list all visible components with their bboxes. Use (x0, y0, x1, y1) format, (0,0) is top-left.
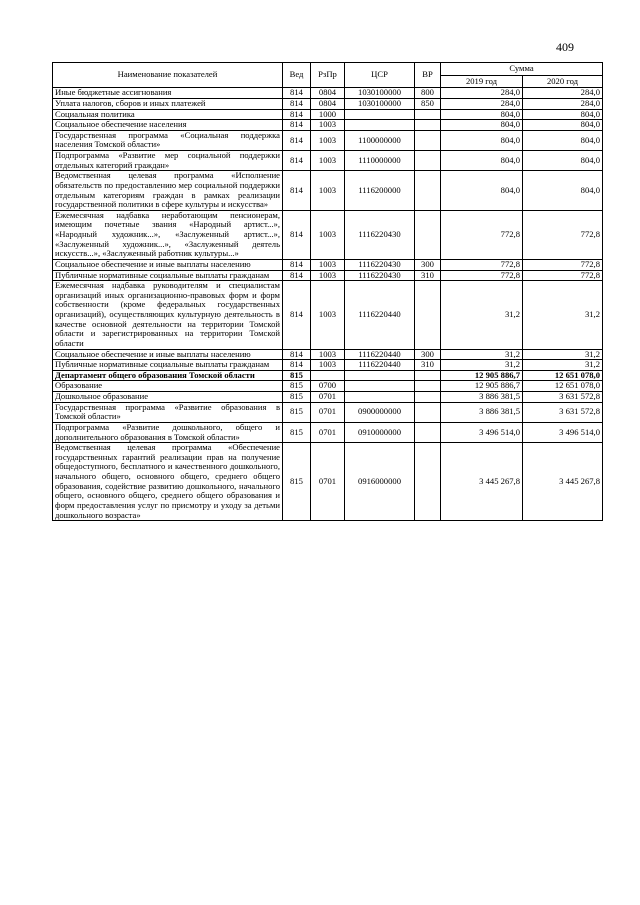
row-csr: 0900000000 (345, 402, 415, 422)
row-rzpr (311, 370, 345, 381)
row-csr (345, 370, 415, 381)
row-sum-2019: 3 445 267,8 (441, 443, 523, 521)
row-name: Департамент общего образования Томской области (53, 370, 283, 381)
row-name: Публичные нормативные социальные выплаты гражданам (53, 360, 283, 371)
row-sum-2020: 3 445 267,8 (523, 443, 603, 521)
row-rzpr: 1003 (311, 130, 345, 150)
row-vr (415, 381, 441, 392)
row-ved: 814 (283, 130, 311, 150)
row-csr: 1116220430 (345, 259, 415, 270)
row-vr: 310 (415, 360, 441, 371)
row-rzpr: 0804 (311, 88, 345, 99)
table-row (53, 402, 603, 422)
row-csr: 1110000000 (345, 151, 415, 171)
row-name: Социальное обеспечение населения (53, 120, 283, 131)
row-name: Иные бюджетные ассигнования (53, 88, 283, 99)
row-sum-2019: 12 905 886,7 (441, 381, 523, 392)
row-vr: 300 (415, 259, 441, 270)
row-sum-2019: 3 886 381,5 (441, 392, 523, 403)
row-sum-2020: 3 631 572,8 (523, 392, 603, 403)
row-sum-2019: 804,0 (441, 171, 523, 211)
row-sum-2019: 804,0 (441, 120, 523, 131)
table-row (53, 210, 603, 259)
row-vr: 850 (415, 98, 441, 109)
row-csr (345, 381, 415, 392)
row-rzpr: 1003 (311, 349, 345, 360)
header-sum: Сумма (441, 63, 603, 76)
row-rzpr: 1003 (311, 270, 345, 281)
table-row (53, 88, 603, 99)
row-name: Государственная программа «Социальная поддержка населения Томской области» (53, 130, 283, 150)
row-ved: 815 (283, 370, 311, 381)
row-csr: 1116220430 (345, 210, 415, 259)
row-sum-2020: 772,8 (523, 270, 603, 281)
row-csr: 1116220440 (345, 349, 415, 360)
row-vr (415, 151, 441, 171)
table-row (53, 120, 603, 131)
row-sum-2020: 31,2 (523, 360, 603, 371)
row-rzpr: 0701 (311, 402, 345, 422)
row-rzpr: 0701 (311, 422, 345, 442)
header-year-2019: 2019 год (441, 75, 523, 88)
row-vr (415, 281, 441, 349)
row-csr: 0910000000 (345, 422, 415, 442)
row-name: Образование (53, 381, 283, 392)
row-name: Социальное обеспечение и иные выплаты населению (53, 259, 283, 270)
row-sum-2020: 804,0 (523, 109, 603, 120)
budget-table (52, 62, 603, 521)
row-sum-2019: 31,2 (441, 281, 523, 349)
row-csr: 1030100000 (345, 98, 415, 109)
row-sum-2019: 31,2 (441, 360, 523, 371)
row-name: Дошкольное образование (53, 392, 283, 403)
row-name: Государственная программа «Развитие образования в Томской области» (53, 402, 283, 422)
row-ved: 814 (283, 270, 311, 281)
row-ved: 814 (283, 210, 311, 259)
row-csr (345, 109, 415, 120)
row-sum-2020: 804,0 (523, 120, 603, 131)
row-csr (345, 120, 415, 131)
row-sum-2019: 804,0 (441, 151, 523, 171)
row-csr (345, 392, 415, 403)
row-vr (415, 422, 441, 442)
row-csr: 1116220440 (345, 360, 415, 371)
table-row (53, 259, 603, 270)
row-ved: 814 (283, 259, 311, 270)
row-ved: 814 (283, 120, 311, 131)
table-row (53, 443, 603, 521)
row-sum-2020: 31,2 (523, 281, 603, 349)
row-rzpr: 1003 (311, 360, 345, 371)
row-csr: 1116220440 (345, 281, 415, 349)
row-sum-2020: 804,0 (523, 171, 603, 211)
row-sum-2019: 3 886 381,5 (441, 402, 523, 422)
header-row-top (53, 63, 603, 76)
row-name: Ведомственная целевая программа «Обеспечение государственных гарантий реализации прав на получение общедоступного, бесплатного и качественного дошкольного, начального общего, основного общего, среднего общего образования, содействие развитию дошкольного, начального общего, основного общего, среднего общего образования и форм предоставления услуг по присмотру и уходу за детьми дошкольного возраста» (53, 443, 283, 521)
row-sum-2019: 31,2 (441, 349, 523, 360)
row-csr: 1100000000 (345, 130, 415, 150)
table-row (53, 281, 603, 349)
row-sum-2020: 12 651 078,0 (523, 381, 603, 392)
table-row (53, 360, 603, 371)
row-sum-2019: 772,8 (441, 270, 523, 281)
row-ved: 815 (283, 443, 311, 521)
row-vr (415, 392, 441, 403)
row-name: Ежемесячная надбавка руководителям и специалистам организаций иных организационно-правовых форм и форм собственности (кроме федеральных государственных организаций), осуществляющих культурную деятельность в качестве основной деятельности на территории Томской области и зарегистрированных на территории Томской области (53, 281, 283, 349)
row-vr: 310 (415, 270, 441, 281)
row-csr: 0916000000 (345, 443, 415, 521)
row-rzpr: 0804 (311, 98, 345, 109)
row-csr: 1116200000 (345, 171, 415, 211)
row-name: Социальное обеспечение и иные выплаты населению (53, 349, 283, 360)
row-rzpr: 0701 (311, 443, 345, 521)
row-ved: 814 (283, 281, 311, 349)
row-sum-2020: 3 496 514,0 (523, 422, 603, 442)
row-name: Уплата налогов, сборов и иных платежей (53, 98, 283, 109)
row-vr (415, 370, 441, 381)
table-row (53, 392, 603, 403)
row-vr: 800 (415, 88, 441, 99)
row-vr (415, 443, 441, 521)
row-sum-2019: 284,0 (441, 88, 523, 99)
header-csr: ЦСР (345, 63, 415, 88)
row-rzpr: 1003 (311, 120, 345, 131)
row-rzpr: 0701 (311, 392, 345, 403)
header-vr: ВР (415, 63, 441, 88)
row-sum-2020: 3 631 572,8 (523, 402, 603, 422)
row-sum-2019: 3 496 514,0 (441, 422, 523, 442)
row-ved: 815 (283, 402, 311, 422)
row-csr: 1116220430 (345, 270, 415, 281)
table-row (53, 109, 603, 120)
row-sum-2019: 284,0 (441, 98, 523, 109)
row-ved: 814 (283, 98, 311, 109)
row-sum-2020: 804,0 (523, 151, 603, 171)
header-ved: Вед (283, 63, 311, 88)
row-ved: 814 (283, 360, 311, 371)
page-number: 409 (556, 40, 574, 54)
row-sum-2019: 772,8 (441, 210, 523, 259)
row-vr (415, 120, 441, 131)
row-sum-2020: 804,0 (523, 130, 603, 150)
row-vr (415, 210, 441, 259)
row-ved: 814 (283, 88, 311, 99)
table-row (53, 381, 603, 392)
row-ved: 815 (283, 392, 311, 403)
header-name: Наименование показателей (53, 63, 283, 88)
row-name: Подпрограмма «Развитие дошкольного, общего и дополнительного образования в Томской области» (53, 422, 283, 442)
row-sum-2020: 12 651 078,0 (523, 370, 603, 381)
table-row (53, 151, 603, 171)
row-name: Ежемесячная надбавка неработающим пенсионерам, имеющим почетные звания «Народный артист...», «Народный художник...», «Заслуженный артист...», «Заслуженный художник...», «Заслуженный деятель искусств...», «Заслуженный работник культуры...» (53, 210, 283, 259)
row-vr (415, 130, 441, 150)
table-row (53, 422, 603, 442)
row-rzpr: 1003 (311, 281, 345, 349)
row-ved: 815 (283, 381, 311, 392)
row-rzpr: 1003 (311, 151, 345, 171)
row-sum-2020: 772,8 (523, 210, 603, 259)
row-name: Ведомственная целевая программа «Исполнение обязательств по предоставлению мер социальной поддержки отдельным категориям граждан в рамках реализации государственной политики в сфере культуры и искусства» (53, 171, 283, 211)
row-vr (415, 109, 441, 120)
header-year-2020: 2020 год (523, 75, 603, 88)
row-vr: 300 (415, 349, 441, 360)
row-ved: 814 (283, 349, 311, 360)
row-sum-2019: 804,0 (441, 130, 523, 150)
table-row (53, 349, 603, 360)
row-ved: 814 (283, 109, 311, 120)
row-sum-2019: 12 905 886,7 (441, 370, 523, 381)
row-rzpr: 1000 (311, 109, 345, 120)
header-rzpr: РзПр (311, 63, 345, 88)
row-ved: 814 (283, 151, 311, 171)
row-rzpr: 0700 (311, 381, 345, 392)
row-vr (415, 171, 441, 211)
row-sum-2019: 772,8 (441, 259, 523, 270)
row-name: Социальная политика (53, 109, 283, 120)
table-row (53, 98, 603, 109)
row-rzpr: 1003 (311, 210, 345, 259)
row-name: Публичные нормативные социальные выплаты гражданам (53, 270, 283, 281)
row-rzpr: 1003 (311, 259, 345, 270)
table-row (53, 130, 603, 150)
row-sum-2020: 284,0 (523, 98, 603, 109)
table-row (53, 270, 603, 281)
table-row (53, 171, 603, 211)
row-sum-2020: 31,2 (523, 349, 603, 360)
row-vr (415, 402, 441, 422)
table-row-department (53, 370, 603, 381)
row-sum-2020: 772,8 (523, 259, 603, 270)
row-name: Подпрограмма «Развитие мер социальной поддержки отдельных категорий граждан» (53, 151, 283, 171)
row-rzpr: 1003 (311, 171, 345, 211)
row-ved: 814 (283, 171, 311, 211)
row-csr: 1030100000 (345, 88, 415, 99)
row-sum-2019: 804,0 (441, 109, 523, 120)
row-ved: 815 (283, 422, 311, 442)
row-sum-2020: 284,0 (523, 88, 603, 99)
